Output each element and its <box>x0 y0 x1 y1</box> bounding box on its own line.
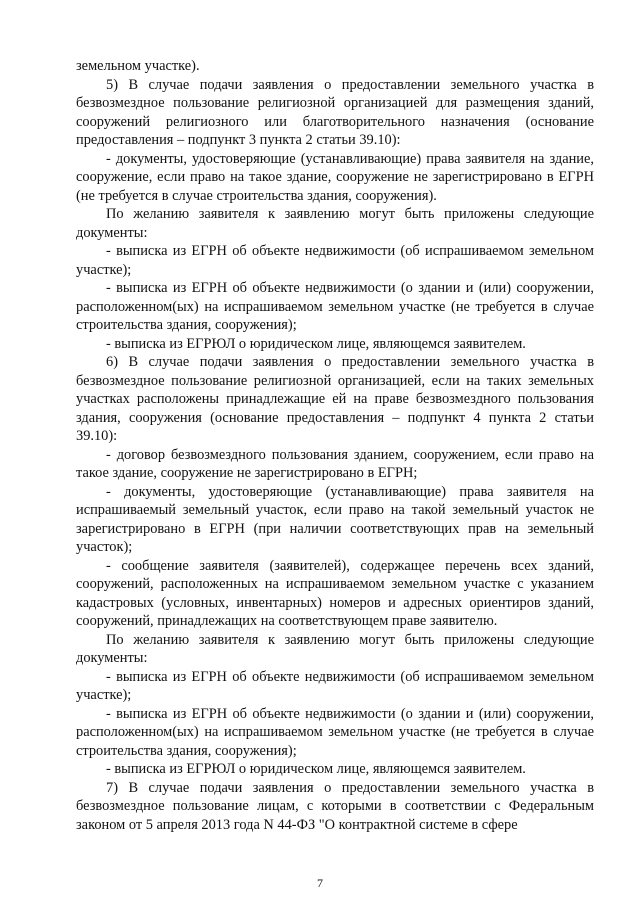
paragraph-item-5: 5) В случае подачи заявления о предоставлении земельного участка в безвозмездное пользование религиозной организацией для размещения зданий, сооружений религиозного или благотворительного назначения (основание предоставления – подпункт 3 пункта 2 статьи 39.10): <box>76 76 594 148</box>
document-body <box>76 57 594 834</box>
paragraph-bullet: - выписка из ЕГРЮЛ о юридическом лице, являющемся заявителем. <box>106 761 526 777</box>
page-number: 7 <box>317 876 323 890</box>
paragraph-bullet: - выписка из ЕГРН об объекте недвижимости (о здании и (или) сооружении, расположенном(ых) на испрашиваемом земельном участке (не требуется в случае строительства здания, сооружения); <box>76 280 594 333</box>
paragraph-bullet: - документы, удостоверяющие (устанавливающие) права заявителя на испрашиваемый земельный участок, если право на такой земельный участок не зарегистрировано в ЕГРН (при наличии соответствующих прав на земельный участок); <box>76 483 594 555</box>
paragraph-item-6: 6) В случае подачи заявления о предоставлении земельного участка в безвозмездное пользование религиозной организацией, если на таких земельных участках расположены принадлежащие ей на праве безвозмездного пользования здания, сооружения (основание предоставления – подпункт 4 пункта 2 статьи 39.10): <box>76 354 594 444</box>
paragraph-item-7: 7) В случае подачи заявления о предоставлении земельного участка в безвозмездное пользование лицам, с которыми в соответствии с Федеральным законом от 5 апреля 2013 года N 44-ФЗ "О контрактной системе в сфере <box>76 779 594 833</box>
paragraph-optional-docs: По желанию заявителя к заявлению могут быть приложены следующие документы: <box>76 206 594 241</box>
paragraph-bullet: - выписка из ЕГРЮЛ о юридическом лице, являющемся заявителем. <box>106 335 526 352</box>
paragraph-bullet: - выписка из ЕГРН об объекте недвижимости (об испрашиваемом земельном участке); <box>76 668 594 703</box>
paragraph-bullet: - выписка из ЕГРН об объекте недвижимости (о здании и (или) сооружении, расположенном(ых) на испрашиваемом земельном участке (не требуется в случае строительства здания, сооружения); <box>76 705 594 759</box>
paragraph-bullet: - выписка из ЕГРН об объекте недвижимости (об испрашиваемом земельном участке); <box>76 243 594 278</box>
paragraph-bullet: - документы, удостоверяющие (устанавливающие) права заявителя на здание, сооружение, если право на такое здание, сооружение не зарегистрировано в ЕГРН (не требуется в случае строительства здания, сооружения). <box>76 150 594 204</box>
paragraph-bullet: - договор безвозмездного пользования зданием, сооружением, если право на такое здание, сооружение не зарегистрировано в ЕГРН; <box>76 446 594 481</box>
paragraph-continuation: земельном участке). <box>76 58 200 74</box>
paragraph-bullet: - сообщение заявителя (заявителей), содержащее перечень всех зданий, сооружений, расположенных на испрашиваемом земельном участке с указанием кадастровых (условных, инвентарных) номеров и адресных ориентиров зданий, сооружений, принадлежащих на соответствующем праве заявителю. <box>76 557 594 629</box>
paragraph-optional-docs: По желанию заявителя к заявлению могут быть приложены следующие документы: <box>76 631 594 666</box>
